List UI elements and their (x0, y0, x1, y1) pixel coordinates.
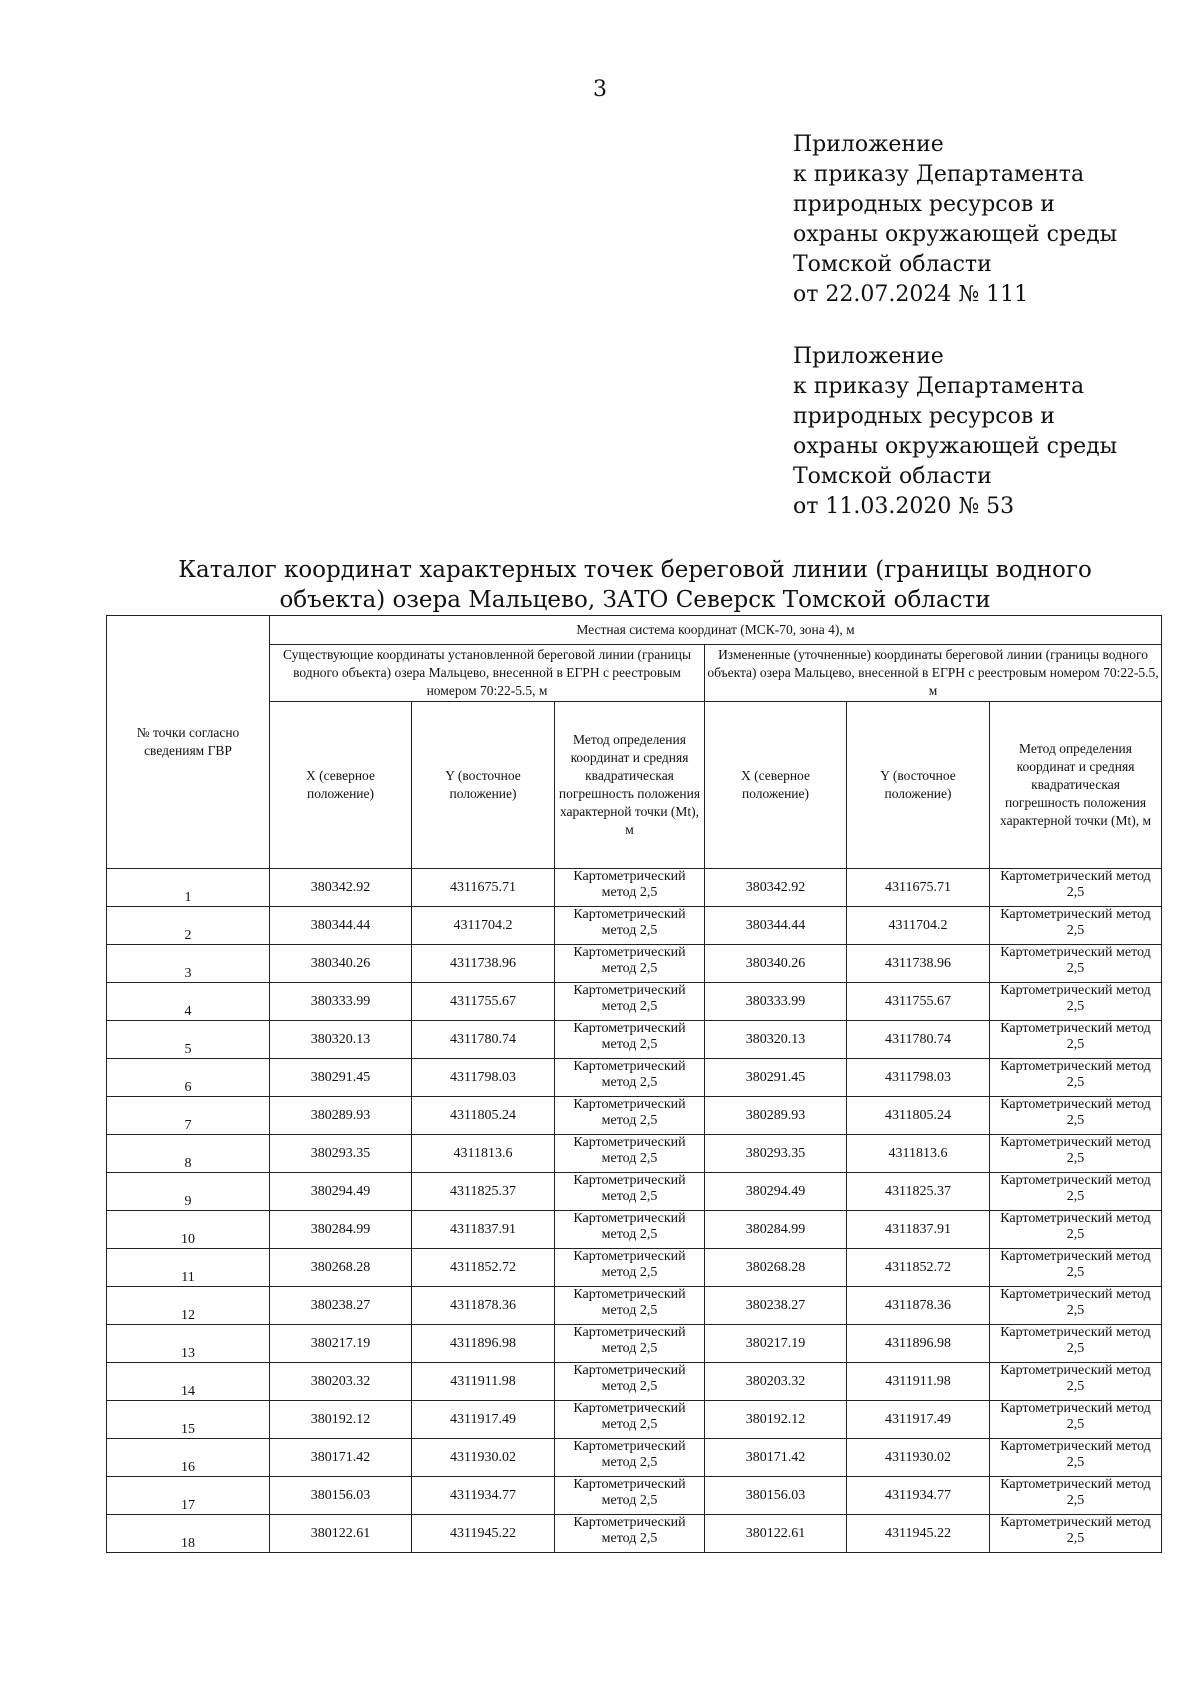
x-coordinate-cell: 380293.35 (270, 1135, 412, 1173)
method-cell: Картометрический метод 2,5 (555, 1211, 705, 1249)
y-coordinate-cell: 4311930.02 (412, 1439, 555, 1477)
x-header: X (северное положение) (705, 702, 847, 869)
point-number-cell: 8 (107, 1135, 270, 1173)
y-coordinate-cell: 4311911.98 (412, 1363, 555, 1401)
x-coordinate-cell: 380156.03 (270, 1477, 412, 1515)
point-number-cell: 1 (107, 869, 270, 907)
x-coordinate-cell: 380291.45 (270, 1059, 412, 1097)
y-coordinate-changed-cell: 4311755.67 (847, 983, 990, 1021)
appendix-block-current (793, 130, 1183, 310)
method-changed-cell: Картометрический метод 2,5 (990, 1515, 1162, 1553)
point-number-cell: 16 (107, 1439, 270, 1477)
appendix-line: Приложение (793, 344, 944, 369)
y-coordinate-changed-cell: 4311930.02 (847, 1439, 990, 1477)
x-coordinate-changed-cell: 380344.44 (705, 907, 847, 945)
table-row (107, 1059, 1162, 1097)
point-number-cell: 6 (107, 1059, 270, 1097)
method-changed-cell: Картометрический метод 2,5 (990, 1059, 1162, 1097)
table-row (107, 1477, 1162, 1515)
x-coordinate-cell: 380344.44 (270, 907, 412, 945)
table-row (107, 1325, 1162, 1363)
method-changed-cell: Картометрический метод 2,5 (990, 1211, 1162, 1249)
method-changed-cell: Картометрический метод 2,5 (990, 1363, 1162, 1401)
table-row (107, 1135, 1162, 1173)
y-coordinate-cell: 4311934.77 (412, 1477, 555, 1515)
appendix-line: природных ресурсов и (793, 192, 1055, 217)
coordinates-table-body (107, 869, 1162, 1553)
method-changed-cell: Картометрический метод 2,5 (990, 983, 1162, 1021)
method-changed-cell: Картометрический метод 2,5 (990, 869, 1162, 907)
y-coordinate-cell: 4311896.98 (412, 1325, 555, 1363)
point-number-header: № точки согласно сведениям ГВР (107, 616, 270, 869)
y-coordinate-changed-cell: 4311852.72 (847, 1249, 990, 1287)
appendix-order-date: от 11.03.2020 № 53 (793, 494, 1015, 519)
x-coordinate-cell: 380217.19 (270, 1325, 412, 1363)
y-coordinate-cell: 4311798.03 (412, 1059, 555, 1097)
method-changed-cell: Картометрический метод 2,5 (990, 1477, 1162, 1515)
method-cell: Картометрический метод 2,5 (555, 1287, 705, 1325)
y-coordinate-changed-cell: 4311704.2 (847, 907, 990, 945)
x-coordinate-cell: 380284.99 (270, 1211, 412, 1249)
y-coordinate-changed-cell: 4311675.71 (847, 869, 990, 907)
table-row (107, 1021, 1162, 1059)
appendix-line: природных ресурсов и (793, 404, 1055, 429)
y-header: Y (восточное положение) (412, 702, 555, 869)
x-coordinate-cell: 380340.26 (270, 945, 412, 983)
x-coordinate-changed-cell: 380192.12 (705, 1401, 847, 1439)
y-coordinate-changed-cell: 4311813.6 (847, 1135, 990, 1173)
method-changed-cell: Картометрический метод 2,5 (990, 1135, 1162, 1173)
point-number-cell: 11 (107, 1249, 270, 1287)
point-number-cell: 3 (107, 945, 270, 983)
y-coordinate-changed-cell: 4311917.49 (847, 1401, 990, 1439)
table-row (107, 1249, 1162, 1287)
y-coordinate-changed-cell: 4311780.74 (847, 1021, 990, 1059)
point-number-cell: 18 (107, 1515, 270, 1553)
method-cell: Картометрический метод 2,5 (555, 1249, 705, 1287)
table-row (107, 869, 1162, 907)
table-row (107, 945, 1162, 983)
method-cell: Картометрический метод 2,5 (555, 1135, 705, 1173)
method-cell: Картометрический метод 2,5 (555, 869, 705, 907)
existing-coordinates-header: Существующие координаты установленной береговой линии (границы водного объекта) озера Мальцево, внесенной в ЕГРН с реестровым номером 70:22-5.5, м (270, 645, 705, 702)
table-row (107, 1515, 1162, 1553)
appendix-line: охраны окружающей среды (793, 222, 1118, 247)
method-changed-cell: Картометрический метод 2,5 (990, 1287, 1162, 1325)
y-coordinate-cell: 4311704.2 (412, 907, 555, 945)
table-row (107, 983, 1162, 1021)
point-number-cell: 10 (107, 1211, 270, 1249)
method-cell: Картометрический метод 2,5 (555, 1325, 705, 1363)
appendix-line: Томской области (793, 464, 992, 489)
y-coordinate-changed-cell: 4311896.98 (847, 1325, 990, 1363)
point-number-cell: 5 (107, 1021, 270, 1059)
changed-coordinates-header: Измененные (уточненные) координаты береговой линии (границы водного объекта) озера Мальцево, внесенной в ЕГРН с реестровым номером 70:22-5.5, м (705, 645, 1162, 702)
x-coordinate-changed-cell: 380340.26 (705, 945, 847, 983)
appendix-line: к приказу Департамента (793, 162, 1085, 187)
x-coordinate-cell: 380122.61 (270, 1515, 412, 1553)
x-coordinate-changed-cell: 380333.99 (705, 983, 847, 1021)
method-cell: Картометрический метод 2,5 (555, 1439, 705, 1477)
y-coordinate-changed-cell: 4311825.37 (847, 1173, 990, 1211)
y-header: Y (восточное положение) (847, 702, 990, 869)
y-coordinate-cell: 4311837.91 (412, 1211, 555, 1249)
x-coordinate-changed-cell: 380122.61 (705, 1515, 847, 1553)
y-coordinate-changed-cell: 4311945.22 (847, 1515, 990, 1553)
x-coordinate-cell: 380342.92 (270, 869, 412, 907)
table-row (107, 907, 1162, 945)
table-row (107, 1401, 1162, 1439)
appendix-line: Томской области (793, 252, 992, 277)
coordinate-system-header: Местная система координат (МСК-70, зона 4), м (270, 616, 1162, 645)
y-coordinate-changed-cell: 4311738.96 (847, 945, 990, 983)
method-header: Метод определения координат и средняя квадратическая погрешность положения характерной точки (Mt), м (990, 702, 1162, 869)
x-coordinate-changed-cell: 380268.28 (705, 1249, 847, 1287)
x-coordinate-cell: 380320.13 (270, 1021, 412, 1059)
x-coordinate-cell: 380203.32 (270, 1363, 412, 1401)
y-coordinate-cell: 4311945.22 (412, 1515, 555, 1553)
x-coordinate-cell: 380289.93 (270, 1097, 412, 1135)
table-row (107, 1439, 1162, 1477)
point-number-cell: 4 (107, 983, 270, 1021)
appendix-line: охраны окружающей среды (793, 434, 1118, 459)
x-coordinate-cell: 380268.28 (270, 1249, 412, 1287)
x-coordinate-changed-cell: 380217.19 (705, 1325, 847, 1363)
x-coordinate-changed-cell: 380294.49 (705, 1173, 847, 1211)
x-coordinate-cell: 380192.12 (270, 1401, 412, 1439)
method-header: Метод определения координат и средняя квадратическая погрешность положения характерной точки (Mt), м (555, 702, 705, 869)
point-number-cell: 12 (107, 1287, 270, 1325)
y-coordinate-cell: 4311825.37 (412, 1173, 555, 1211)
y-coordinate-cell: 4311738.96 (412, 945, 555, 983)
table-row (107, 1097, 1162, 1135)
point-number-cell: 7 (107, 1097, 270, 1135)
y-coordinate-cell: 4311813.6 (412, 1135, 555, 1173)
point-number-cell: 17 (107, 1477, 270, 1515)
y-coordinate-cell: 4311852.72 (412, 1249, 555, 1287)
point-number-cell: 15 (107, 1401, 270, 1439)
method-cell: Картометрический метод 2,5 (555, 1401, 705, 1439)
method-cell: Картометрический метод 2,5 (555, 1021, 705, 1059)
point-number-cell: 13 (107, 1325, 270, 1363)
method-changed-cell: Картометрический метод 2,5 (990, 1249, 1162, 1287)
catalog-title (100, 555, 1170, 615)
y-coordinate-changed-cell: 4311878.36 (847, 1287, 990, 1325)
appendix-line: Приложение (793, 132, 944, 157)
x-coordinate-changed-cell: 380284.99 (705, 1211, 847, 1249)
y-coordinate-cell: 4311805.24 (412, 1097, 555, 1135)
point-number-cell: 14 (107, 1363, 270, 1401)
y-coordinate-changed-cell: 4311837.91 (847, 1211, 990, 1249)
y-coordinate-cell: 4311675.71 (412, 869, 555, 907)
x-coordinate-changed-cell: 380171.42 (705, 1439, 847, 1477)
x-coordinate-changed-cell: 380156.03 (705, 1477, 847, 1515)
x-coordinate-changed-cell: 380291.45 (705, 1059, 847, 1097)
appendix-order-date: от 22.07.2024 № 111 (793, 282, 1029, 307)
x-coordinate-changed-cell: 380289.93 (705, 1097, 847, 1135)
point-number-cell: 9 (107, 1173, 270, 1211)
method-cell: Картометрический метод 2,5 (555, 1515, 705, 1553)
x-coordinate-changed-cell: 380238.27 (705, 1287, 847, 1325)
method-changed-cell: Картометрический метод 2,5 (990, 1401, 1162, 1439)
y-coordinate-cell: 4311917.49 (412, 1401, 555, 1439)
y-coordinate-cell: 4311755.67 (412, 983, 555, 1021)
x-coordinate-changed-cell: 380320.13 (705, 1021, 847, 1059)
method-changed-cell: Картометрический метод 2,5 (990, 907, 1162, 945)
method-cell: Картометрический метод 2,5 (555, 1097, 705, 1135)
method-cell: Картометрический метод 2,5 (555, 1059, 705, 1097)
x-coordinate-cell: 380294.49 (270, 1173, 412, 1211)
x-coordinate-changed-cell: 380203.32 (705, 1363, 847, 1401)
method-cell: Картометрический метод 2,5 (555, 945, 705, 983)
y-coordinate-changed-cell: 4311805.24 (847, 1097, 990, 1135)
method-cell: Картометрический метод 2,5 (555, 907, 705, 945)
x-coordinate-cell: 380171.42 (270, 1439, 412, 1477)
appendix-block-original (793, 342, 1183, 522)
table-row (107, 1287, 1162, 1325)
x-header: X (северное положение) (270, 702, 412, 869)
x-coordinate-cell: 380238.27 (270, 1287, 412, 1325)
coordinates-table (106, 615, 1162, 1553)
method-cell: Картометрический метод 2,5 (555, 1363, 705, 1401)
y-coordinate-changed-cell: 4311798.03 (847, 1059, 990, 1097)
y-coordinate-changed-cell: 4311934.77 (847, 1477, 990, 1515)
table-row (107, 1363, 1162, 1401)
method-cell: Картометрический метод 2,5 (555, 983, 705, 1021)
y-coordinate-changed-cell: 4311911.98 (847, 1363, 990, 1401)
appendix-line: к приказу Департамента (793, 374, 1085, 399)
y-coordinate-cell: 4311780.74 (412, 1021, 555, 1059)
x-coordinate-cell: 380333.99 (270, 983, 412, 1021)
method-changed-cell: Картометрический метод 2,5 (990, 1097, 1162, 1135)
table-row (107, 1173, 1162, 1211)
catalog-title-line-2: объекта) озера Мальцево, ЗАТО Северск Томской области (279, 587, 991, 613)
method-changed-cell: Картометрический метод 2,5 (990, 1439, 1162, 1477)
catalog-title-line-1: Каталог координат характерных точек береговой линии (границы водного (178, 557, 1092, 583)
method-cell: Картометрический метод 2,5 (555, 1173, 705, 1211)
y-coordinate-cell: 4311878.36 (412, 1287, 555, 1325)
method-changed-cell: Картометрический метод 2,5 (990, 1173, 1162, 1211)
page-number: 3 (593, 77, 607, 102)
method-changed-cell: Картометрический метод 2,5 (990, 1325, 1162, 1363)
point-number-cell: 2 (107, 907, 270, 945)
x-coordinate-changed-cell: 380293.35 (705, 1135, 847, 1173)
table-row (107, 1211, 1162, 1249)
method-changed-cell: Картометрический метод 2,5 (990, 1021, 1162, 1059)
method-cell: Картометрический метод 2,5 (555, 1477, 705, 1515)
x-coordinate-changed-cell: 380342.92 (705, 869, 847, 907)
method-changed-cell: Картометрический метод 2,5 (990, 945, 1162, 983)
